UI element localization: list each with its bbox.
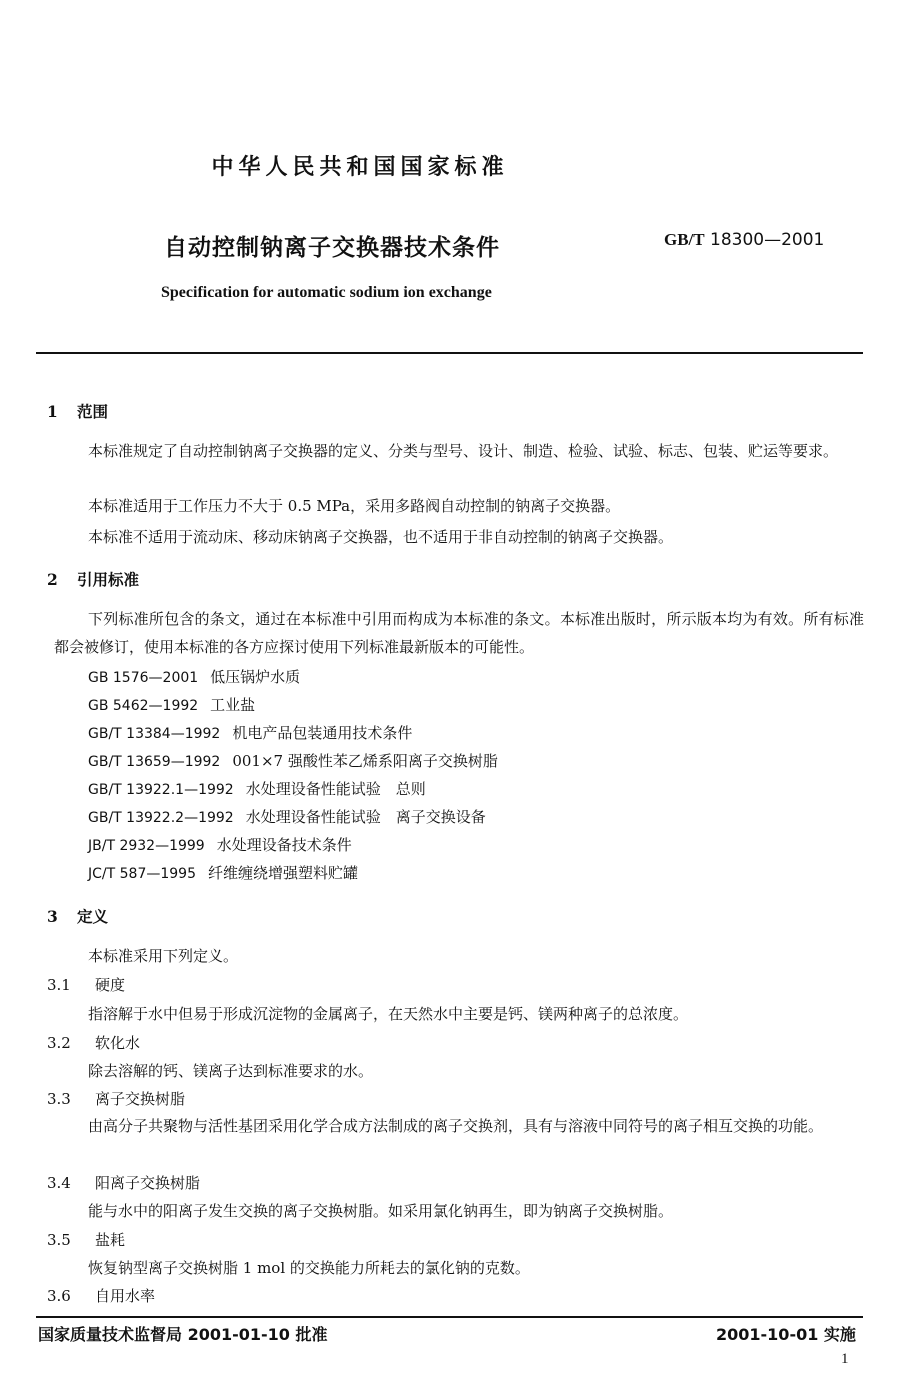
footer-divider <box>36 1316 863 1318</box>
clause-number: 3.6 <box>47 1287 71 1305</box>
reference-title: 机电产品包装通用技术条件 <box>232 724 413 742</box>
definition-text-3-2: 除去溶解的钙、镁离子达到标准要求的水。 <box>88 1062 374 1080</box>
reference-title: 工业盐 <box>210 696 256 714</box>
definition-text-3-5: 恢复钠型离子交换树脂 1 mol 的交换能力所耗去的氯化钠的克数。 <box>88 1259 530 1277</box>
section-heading-1 <box>47 400 108 422</box>
scope-paragraph-3: 本标准不适用于流动床、移动床钠离子交换器，也不适用于非自动控制的钠离子交换器。 <box>88 528 674 546</box>
scope-paragraph-1: 本标准规定了自动控制钠离子交换器的定义、分类与型号、设计、制造、检验、试验、标志、包装、贮运等要求。 <box>88 442 839 460</box>
header-divider <box>36 352 863 354</box>
reference-code: GB/T 13384—1992 <box>88 726 221 742</box>
reference-code: GB/T 13659—1992 <box>88 754 221 770</box>
reference-title: 低压锅炉水质 <box>210 668 301 686</box>
section-title: 引用标准 <box>77 570 140 589</box>
implementation-date: 2001-10-01 实施 <box>716 1325 856 1344</box>
reference-item <box>88 694 255 715</box>
definition-term: 阳离子交换树脂 <box>95 1174 201 1192</box>
definition-term: 软化水 <box>95 1034 141 1052</box>
reference-title: 001×7 强酸性苯乙烯系阳离子交换树脂 <box>232 752 498 770</box>
reference-title: 水处理设备性能试验 离子交换设备 <box>245 808 486 826</box>
reference-title: 水处理设备性能试验 总则 <box>245 780 426 798</box>
section-heading-3 <box>47 905 108 927</box>
approval-statement: 国家质量技术监督局 2001-01-10 批准 <box>38 1325 328 1344</box>
section-number: 1 <box>47 402 58 421</box>
reference-item <box>88 666 300 687</box>
standard-number: 18300—2001 <box>710 230 825 250</box>
definitions-intro: 本标准采用下列定义。 <box>88 947 239 965</box>
references-intro: 下列标准所包含的条文，通过在本标准中引用而构成为本标准的条文。本标准出版时，所示版本均为有效。所有标准都会被修订，使用本标准的各方应探讨使用下列标准最新版本的可能性。 <box>54 610 864 656</box>
standard-code <box>664 230 824 250</box>
definition-heading-3-5 <box>47 1229 125 1250</box>
definition-text-3-3: 由高分子共聚物与活性基团采用化学合成方法制成的离子交换剂，具有与溶液中同符号的离子相互交换的功能。 <box>88 1117 824 1135</box>
standard-prefix: GB/T <box>664 230 705 249</box>
document-title: 自动控制钠离子交换器技术条件 <box>164 235 500 261</box>
english-title: Specification for automatic sodium ion exchange <box>161 284 492 301</box>
clause-number: 3.2 <box>47 1034 71 1052</box>
definition-heading-3-6 <box>47 1285 155 1306</box>
definition-term: 离子交换树脂 <box>95 1090 186 1108</box>
reference-code: GB 1576—2001 <box>88 670 199 686</box>
section-title: 定义 <box>77 907 109 926</box>
reference-code: JB/T 2932—1999 <box>88 838 205 854</box>
reference-item <box>88 834 352 855</box>
national-standard-title: 中华人民共和国国家标准 <box>211 155 509 180</box>
clause-number: 3.5 <box>47 1231 71 1249</box>
reference-title: 水处理设备技术条件 <box>216 836 352 854</box>
reference-item <box>88 750 498 771</box>
section-number: 2 <box>47 570 58 589</box>
reference-code: GB/T 13922.2—1992 <box>88 810 234 826</box>
page-number: 1 <box>841 1351 849 1367</box>
clause-number: 3.1 <box>47 976 71 994</box>
section-title: 范围 <box>77 402 109 421</box>
clause-number: 3.4 <box>47 1174 71 1192</box>
definition-heading-3-4 <box>47 1172 200 1193</box>
definition-heading-3-2 <box>47 1032 140 1053</box>
reference-item <box>88 722 412 743</box>
section-heading-2 <box>47 568 139 590</box>
clause-number: 3.3 <box>47 1090 71 1108</box>
reference-code: JC/T 587—1995 <box>88 866 196 882</box>
definition-term: 盐耗 <box>95 1231 126 1249</box>
definition-text-3-4: 能与水中的阳离子发生交换的离子交换树脂。如采用氯化钠再生，即为钠离子交换树脂。 <box>88 1202 674 1220</box>
definition-heading-3-1 <box>47 974 125 995</box>
definition-heading-3-3 <box>47 1088 185 1109</box>
reference-code: GB 5462—1992 <box>88 698 199 714</box>
reference-item <box>88 778 426 799</box>
definition-term: 硬度 <box>95 976 126 994</box>
reference-code: GB/T 13922.1—1992 <box>88 782 234 798</box>
definition-term: 自用水率 <box>95 1287 156 1305</box>
reference-item <box>88 806 486 827</box>
scope-paragraph-2: 本标准适用于工作压力不大于 0.5 MPa，采用多路阀自动控制的钠离子交换器。 <box>88 497 621 515</box>
reference-title: 纤维缠绕增强塑料贮罐 <box>207 864 358 882</box>
reference-item <box>88 862 358 883</box>
definition-text-3-1: 指溶解于水中但易于形成沉淀物的金属离子，在天然水中主要是钙、镁两种离子的总浓度。 <box>88 1005 689 1023</box>
section-number: 3 <box>47 907 58 926</box>
